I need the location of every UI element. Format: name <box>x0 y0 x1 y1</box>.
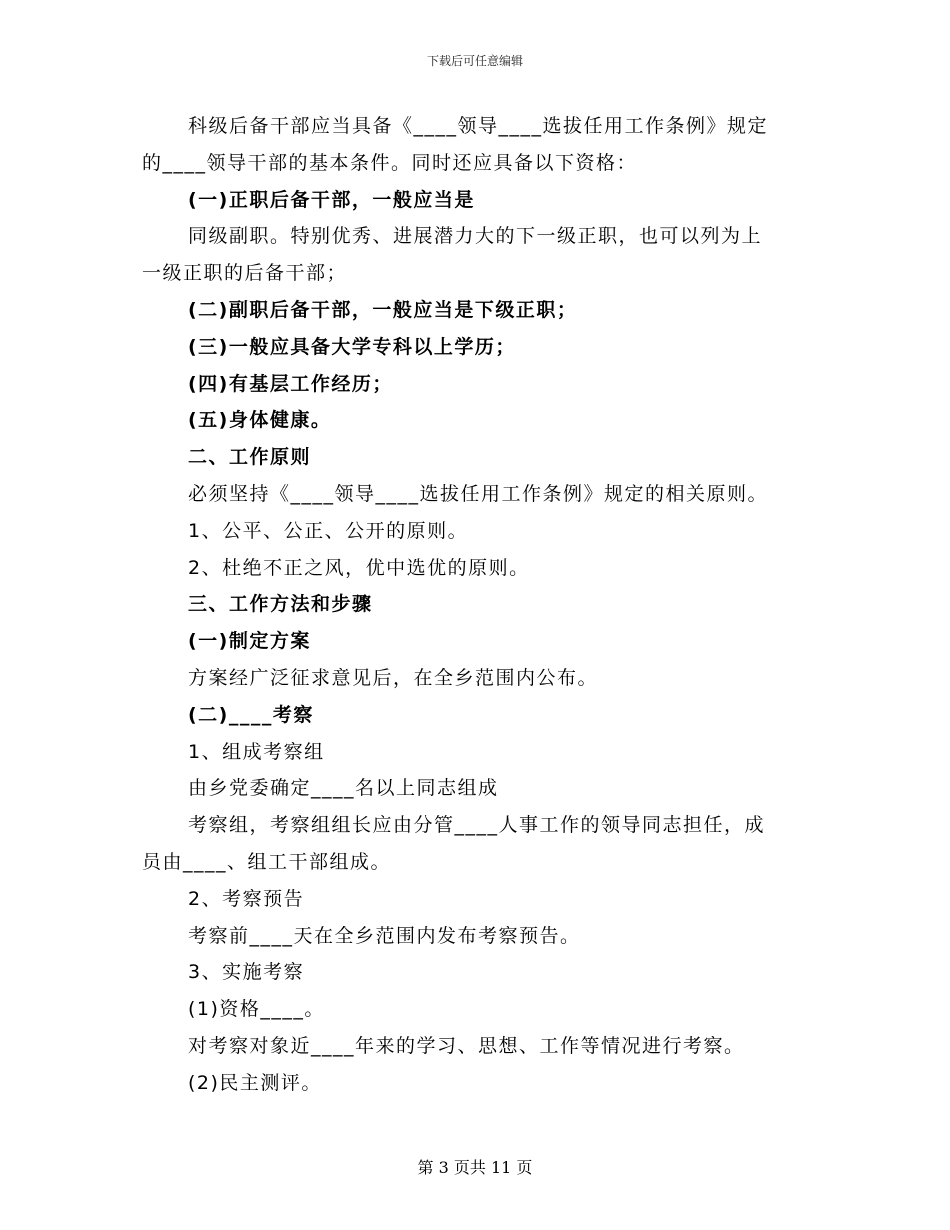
body-line-6: (二)副职后备干部，一般应当是下级正职； <box>188 298 578 321</box>
body-line-5: 一级正职的后备干部； <box>142 262 348 285</box>
body-line-25: (1)资格____。 <box>188 998 325 1021</box>
body-line-23: 考察前____天在全乡范围内发布考察预告。 <box>188 924 581 947</box>
document-body <box>142 108 802 1102</box>
page-header: 下载后可任意编辑 <box>426 54 523 68</box>
body-line-7: (三)一般应具备大学专科以上学历； <box>188 335 516 358</box>
body-line-18: 1、组成考察组 <box>188 740 325 763</box>
body-line-2: 的____领导干部的基本条件。同时还应具备以下资格： <box>142 151 638 174</box>
body-line-1: 科级后备干部应当具备《____领导____选拔任用工作条例》规定 <box>188 115 769 137</box>
body-line-15: (一)制定方案 <box>188 630 311 653</box>
body-line-21: 员由____、组工干部组成。 <box>142 850 392 873</box>
body-line-11: 必须坚持《____领导____选拔任用工作条例》规定的相关原则。 <box>188 482 769 505</box>
body-line-19: 由乡党委确定____名以上同志组成 <box>188 777 499 800</box>
body-line-26: 对考察对象近____年来的学习、思想、工作等情况进行考察。 <box>188 1034 745 1057</box>
page-footer: 第 3 页共 11 页 <box>417 1158 533 1177</box>
body-line-16: 方案经广泛征求意见后，在全乡范围内公布。 <box>188 666 599 689</box>
body-line-17: (二)____考察 <box>188 703 314 726</box>
body-line-22: 2、考察预告 <box>188 887 305 910</box>
body-line-27: (2)民主测评。 <box>188 1071 322 1094</box>
section-heading-3: 三、工作方法和步骤 <box>188 593 373 616</box>
body-line-20: 考察组，考察组组长应由分管____人事工作的领导同志担任，成 <box>188 814 766 837</box>
body-line-24: 3、实施考察 <box>188 961 305 984</box>
body-line-9: (五)身体健康。 <box>188 409 332 432</box>
body-line-13: 2、杜绝不正之风，优中选优的原则。 <box>188 556 530 579</box>
body-line-3: (一)正职后备干部，一般应当是 <box>188 188 475 211</box>
body-line-12: 1、公平、公正、公开的原则。 <box>188 519 469 542</box>
section-heading-2: 二、工作原则 <box>188 446 312 469</box>
body-line-4: 同级副职。特别优秀、进展潜力大的下一级正职，也可以列为上 <box>188 225 763 248</box>
body-line-8: (四)有基层工作经历； <box>188 372 393 395</box>
